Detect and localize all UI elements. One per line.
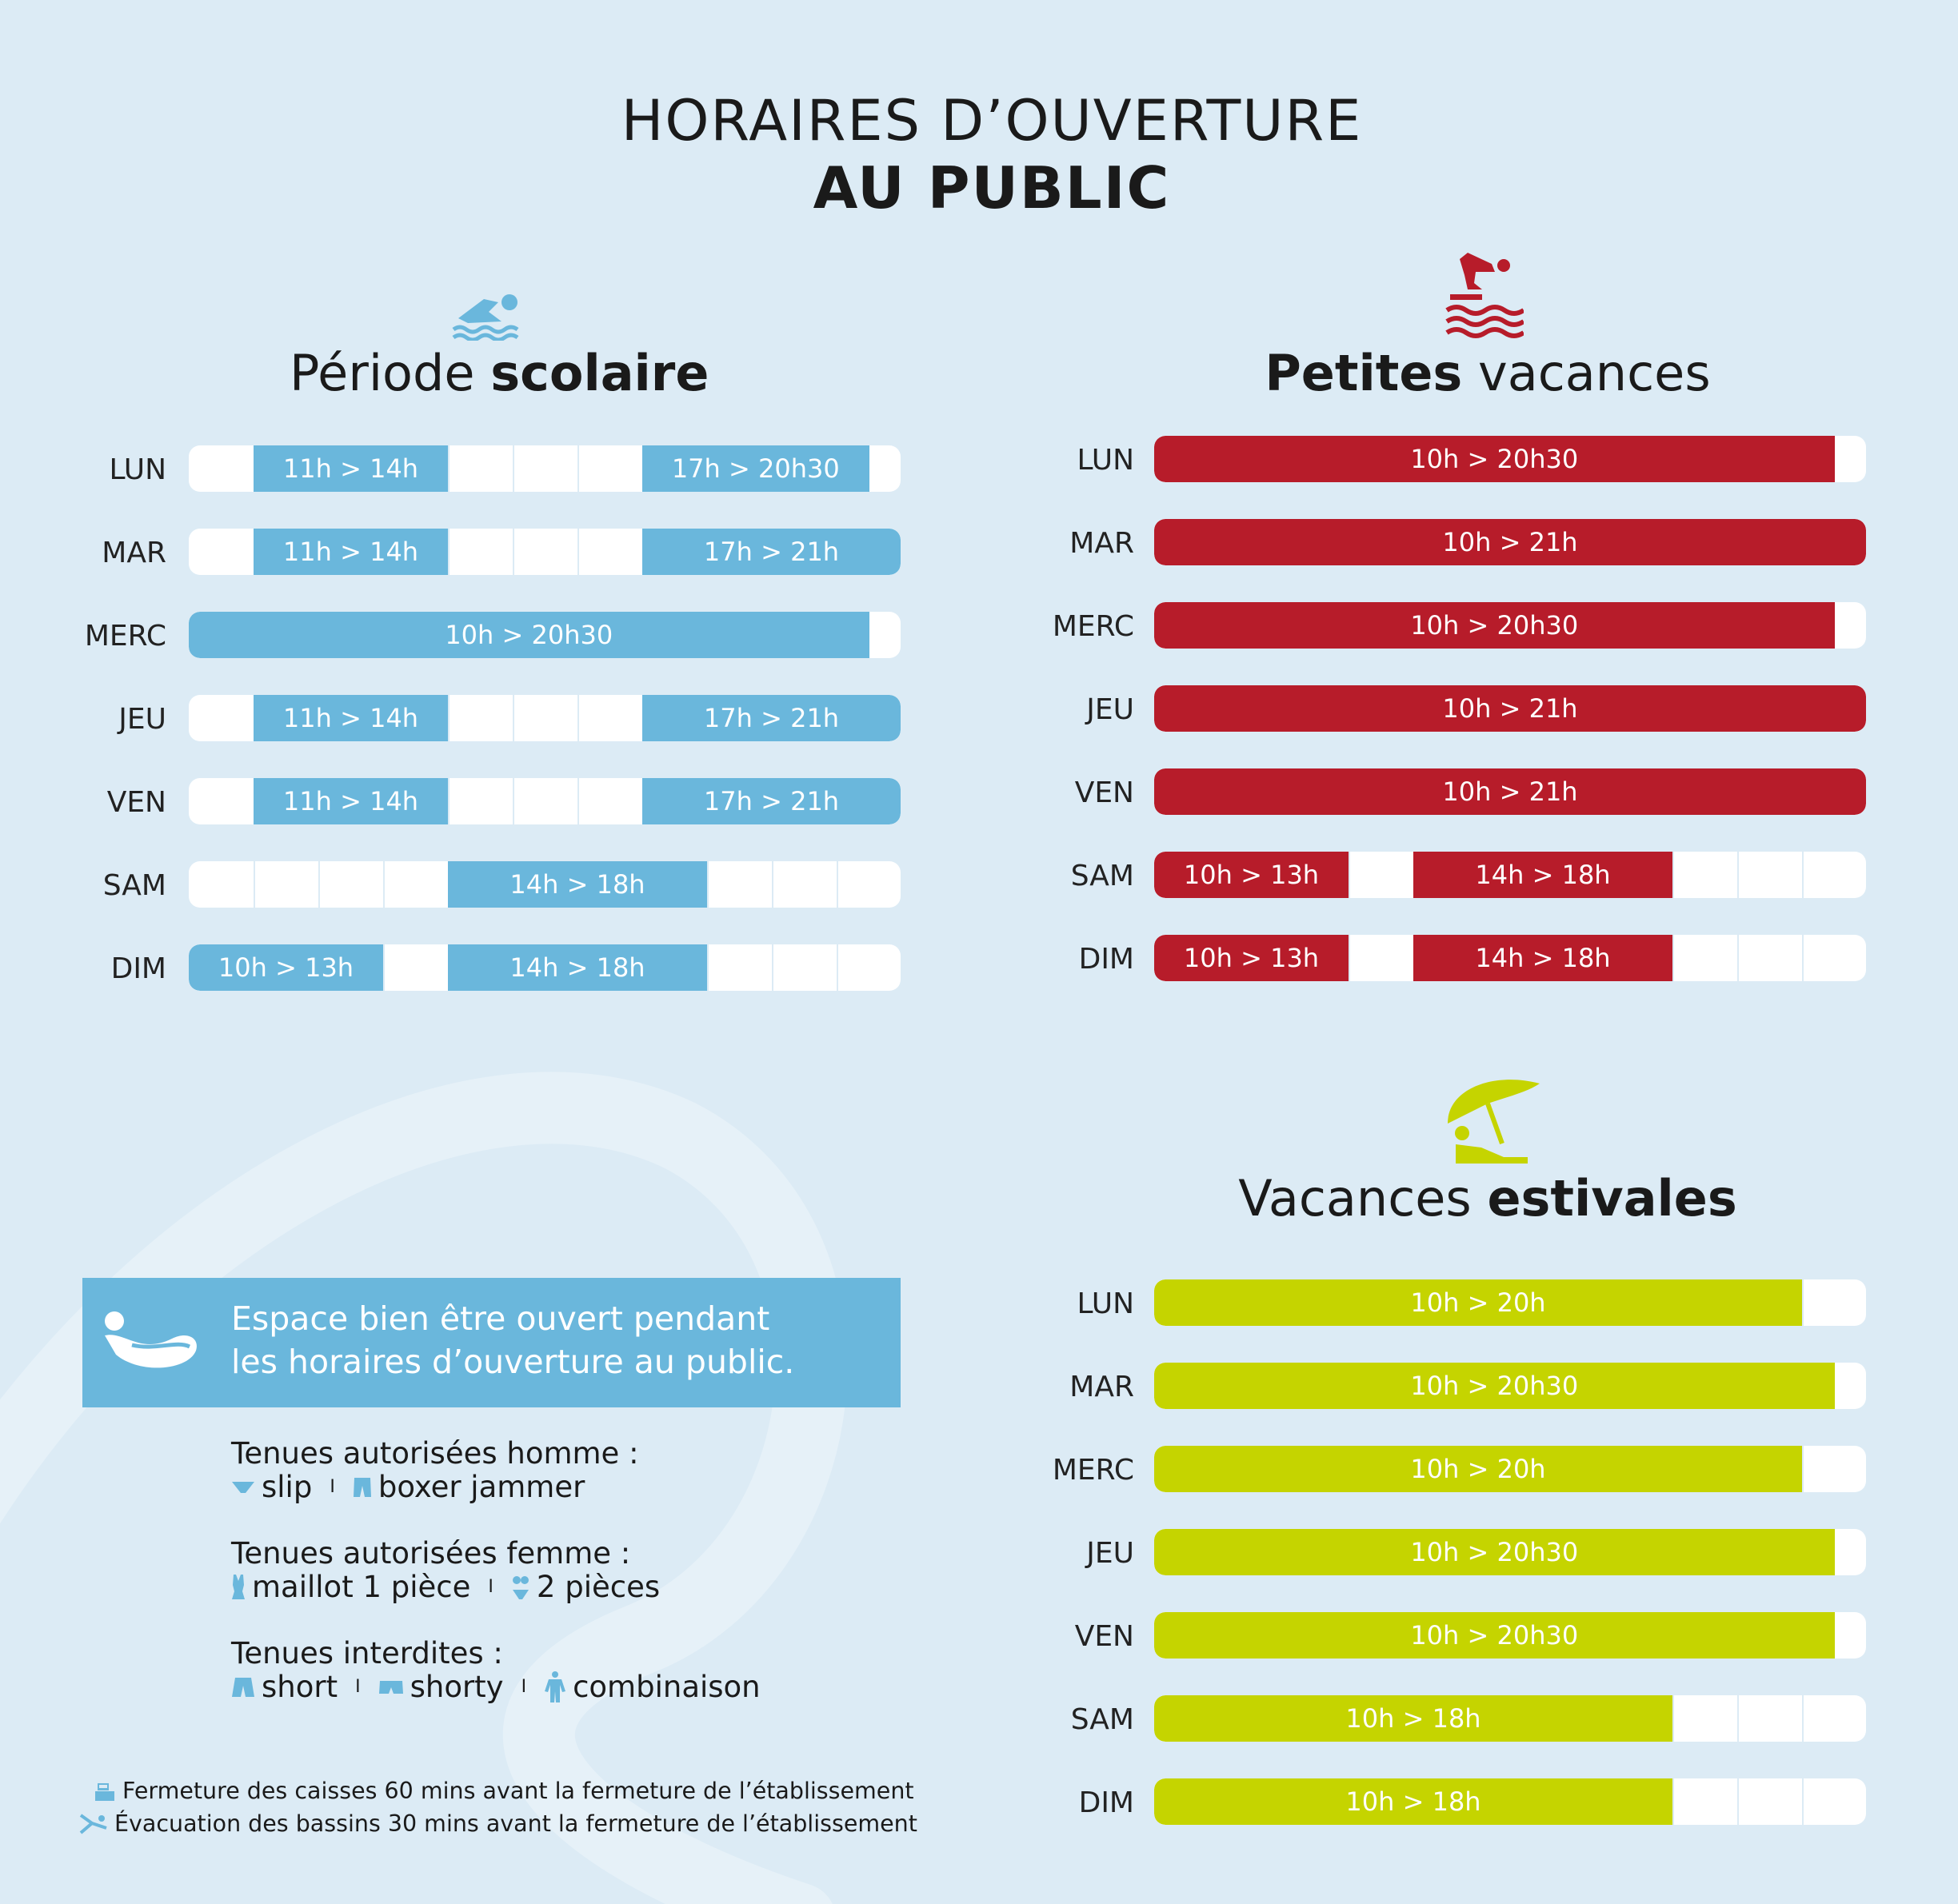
day-label: VEN xyxy=(106,786,166,819)
section-title-estivales xyxy=(1228,1169,1748,1227)
tenue-short: short xyxy=(262,1670,338,1704)
section-title-bold: scolaire xyxy=(490,344,709,402)
separator: I xyxy=(355,1677,361,1697)
hour-gridline xyxy=(448,529,450,575)
time-slot: 17h > 21h xyxy=(642,778,901,824)
swimmer-icon xyxy=(452,288,524,341)
wetsuit-icon xyxy=(544,1670,566,1704)
hour-gridline xyxy=(1802,852,1804,898)
wellness-icon xyxy=(100,1307,204,1379)
footnote-bassins xyxy=(79,1810,917,1837)
beach-umbrella-icon xyxy=(1440,1068,1544,1172)
schedule-track xyxy=(189,778,901,824)
schedule-track xyxy=(189,695,901,741)
time-slot: 14h > 18h xyxy=(1413,852,1672,898)
time-slot: 11h > 14h xyxy=(254,695,448,741)
page-title-line1: HORAIRES D’OUVERTURE xyxy=(621,88,1363,154)
time-slot: 10h > 20h30 xyxy=(189,612,869,658)
hour-gridline xyxy=(1672,935,1674,981)
day-label: VEN xyxy=(1074,776,1134,809)
wellness-line1: Espace bien être ouvert pendant xyxy=(231,1299,770,1338)
section-title-regular: Vacances xyxy=(1238,1169,1488,1227)
hour-gridline xyxy=(577,445,579,492)
hour-gridline xyxy=(254,861,255,908)
day-label: LUN xyxy=(1077,444,1134,477)
bikini-icon xyxy=(511,1574,530,1601)
day-label: LUN xyxy=(109,453,166,486)
time-slot: 10h > 13h xyxy=(1154,935,1349,981)
day-label: JEU xyxy=(1086,693,1134,726)
hour-gridline xyxy=(383,861,385,908)
time-slot: 14h > 18h xyxy=(1413,935,1672,981)
time-slot: 10h > 20h30 xyxy=(1154,436,1835,482)
schedule-track xyxy=(189,445,901,492)
tenues-interdites-list xyxy=(231,1670,761,1704)
schedule-track xyxy=(1154,685,1866,732)
schedule-track xyxy=(1154,1695,1866,1742)
section-title-regular: Période xyxy=(290,344,491,402)
time-slot: 17h > 21h xyxy=(642,529,901,575)
day-label: SAM xyxy=(1070,1703,1134,1736)
short-icon xyxy=(231,1676,255,1698)
day-label: JEU xyxy=(1086,1537,1134,1570)
hour-gridline xyxy=(513,778,514,824)
hour-gridline xyxy=(772,944,773,991)
day-label: DIM xyxy=(1078,943,1134,976)
hour-gridline xyxy=(837,944,838,991)
day-label: DIM xyxy=(1078,1786,1134,1819)
schedule-track xyxy=(189,529,901,575)
time-slot: 11h > 14h xyxy=(254,778,448,824)
hour-gridline xyxy=(1802,1446,1804,1492)
hour-gridline xyxy=(513,529,514,575)
separator: I xyxy=(488,1577,493,1597)
schedule-track xyxy=(1154,935,1866,981)
schedule-track xyxy=(189,612,901,658)
schedule-track xyxy=(1154,1446,1866,1492)
pool-exit-icon xyxy=(79,1812,108,1836)
wellness-banner xyxy=(82,1278,901,1407)
hour-gridline xyxy=(318,861,320,908)
hour-gridline xyxy=(448,695,450,741)
section-title-bold: estivales xyxy=(1487,1169,1737,1227)
day-label: SAM xyxy=(1070,860,1134,892)
hour-gridline xyxy=(772,861,773,908)
time-slot: 10h > 20h30 xyxy=(1154,1529,1835,1575)
slip-icon xyxy=(231,1479,255,1495)
tenue-maillot: maillot 1 pièce xyxy=(252,1570,471,1604)
schedule-track xyxy=(1154,1529,1866,1575)
hour-gridline xyxy=(1802,935,1804,981)
hour-gridline xyxy=(1802,1695,1804,1742)
time-slot: 10h > 20h xyxy=(1154,1279,1802,1326)
hour-gridline xyxy=(513,445,514,492)
hour-gridline xyxy=(1349,852,1350,898)
schedule-track xyxy=(1154,602,1866,649)
tenues-interdites-title: Tenues interdites : xyxy=(231,1636,503,1670)
schedule-track xyxy=(1154,1279,1866,1326)
section-title-petites xyxy=(1248,344,1728,402)
wellness-line2: les horaires d’ouverture au public. xyxy=(231,1343,795,1381)
day-label: JEU xyxy=(118,703,166,736)
hour-gridline xyxy=(448,778,450,824)
footnote-bassins-text: Évacuation des bassins 30 mins avant la fermeture de l’établissement xyxy=(114,1810,917,1837)
hour-gridline xyxy=(1802,1279,1804,1326)
day-label: SAM xyxy=(102,869,166,902)
tenues-homme-title: Tenues autorisées homme : xyxy=(231,1436,639,1471)
schedule-track xyxy=(1154,1612,1866,1659)
time-slot: 10h > 20h30 xyxy=(1154,1612,1835,1659)
hour-gridline xyxy=(1737,935,1739,981)
hour-gridline xyxy=(1672,1778,1674,1825)
day-label: MAR xyxy=(1069,527,1134,560)
time-slot: 10h > 18h xyxy=(1154,1695,1672,1742)
schedule-track xyxy=(1154,1778,1866,1825)
time-slot: 10h > 21h xyxy=(1154,685,1866,732)
hour-gridline xyxy=(1802,1778,1804,1825)
diver-icon xyxy=(1444,248,1524,340)
tenues-homme-list xyxy=(231,1470,585,1504)
shorty-icon xyxy=(378,1679,404,1695)
tenue-combinaison: combinaison xyxy=(573,1670,761,1704)
schedule-track xyxy=(189,944,901,991)
cash-register-icon xyxy=(94,1780,116,1802)
hour-gridline xyxy=(448,445,450,492)
day-label: LUN xyxy=(1077,1287,1134,1320)
section-title-scolaire xyxy=(290,344,709,402)
section-title-bold: Petites xyxy=(1265,344,1463,402)
swimsuit-icon xyxy=(231,1574,246,1601)
schedule-track xyxy=(1154,1363,1866,1409)
separator: I xyxy=(330,1477,335,1497)
schedule-track xyxy=(1154,436,1866,482)
day-label: MAR xyxy=(1069,1371,1134,1403)
hour-gridline xyxy=(383,944,385,991)
hour-gridline xyxy=(1672,1695,1674,1742)
tenue-slip: slip xyxy=(262,1470,313,1504)
hour-gridline xyxy=(1737,1695,1739,1742)
separator: I xyxy=(521,1677,527,1697)
time-slot: 10h > 21h xyxy=(1154,768,1866,815)
hour-gridline xyxy=(1737,1778,1739,1825)
hour-gridline xyxy=(707,944,709,991)
schedule-track xyxy=(1154,768,1866,815)
time-slot: 10h > 21h xyxy=(1154,519,1866,565)
schedule-track xyxy=(1154,852,1866,898)
hour-gridline xyxy=(837,861,838,908)
day-label: VEN xyxy=(1074,1620,1134,1653)
hour-gridline xyxy=(1672,852,1674,898)
time-slot: 17h > 21h xyxy=(642,695,901,741)
hour-gridline xyxy=(577,529,579,575)
tenue-2-pieces: 2 pièces xyxy=(536,1570,661,1604)
schedule-track xyxy=(1154,519,1866,565)
footnote-caisses-text: Fermeture des caisses 60 mins avant la fermeture de l’établissement xyxy=(122,1778,914,1804)
time-slot: 10h > 13h xyxy=(1154,852,1349,898)
time-slot: 11h > 14h xyxy=(254,529,448,575)
time-slot: 10h > 20h30 xyxy=(1154,602,1835,649)
boxer-icon xyxy=(353,1476,372,1499)
hour-gridline xyxy=(1737,852,1739,898)
time-slot: 14h > 18h xyxy=(448,944,707,991)
time-slot: 10h > 13h xyxy=(189,944,383,991)
time-slot: 10h > 18h xyxy=(1154,1778,1672,1825)
time-slot: 11h > 14h xyxy=(254,445,448,492)
section-title-regular: vacances xyxy=(1462,344,1711,402)
day-label: MERC xyxy=(1052,610,1134,643)
day-label: DIM xyxy=(110,952,166,985)
hour-gridline xyxy=(577,778,579,824)
footnote-caisses xyxy=(94,1778,914,1804)
day-label: MAR xyxy=(102,537,166,569)
schedule-track xyxy=(189,861,901,908)
tenue-boxer: boxer jammer xyxy=(378,1470,585,1504)
hour-gridline xyxy=(513,695,514,741)
day-label: MERC xyxy=(84,620,166,653)
hour-gridline xyxy=(577,695,579,741)
time-slot: 17h > 20h30 xyxy=(642,445,869,492)
tenue-shorty: shorty xyxy=(410,1670,504,1704)
tenues-femme-title: Tenues autorisées femme : xyxy=(231,1536,631,1571)
time-slot: 14h > 18h xyxy=(448,861,707,908)
day-label: MERC xyxy=(1052,1454,1134,1487)
time-slot: 10h > 20h xyxy=(1154,1446,1802,1492)
hour-gridline xyxy=(1349,935,1350,981)
time-slot: 10h > 20h30 xyxy=(1154,1363,1835,1409)
page-title-line2: AU PUBLIC xyxy=(813,154,1171,222)
hour-gridline xyxy=(707,861,709,908)
tenues-femme-list xyxy=(231,1570,660,1604)
